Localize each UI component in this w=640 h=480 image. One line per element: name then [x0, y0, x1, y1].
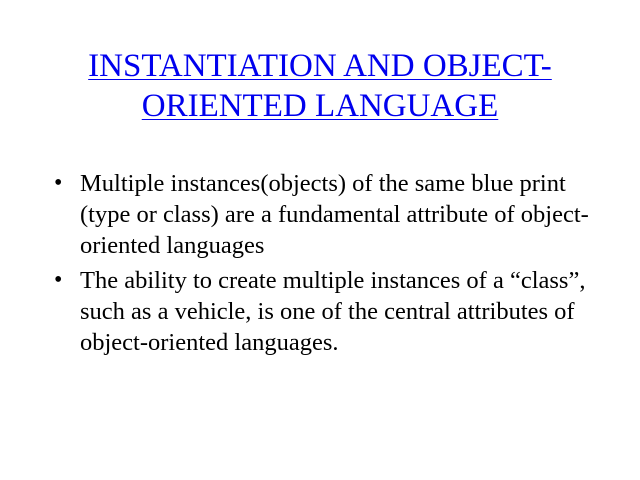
bullet-icon: •: [54, 267, 63, 293]
bullet-item: [52, 265, 592, 358]
slide-title-line-2: ORIENTED LANGUAGE: [141, 88, 499, 124]
slide-title: [40, 46, 600, 126]
slide-title-line-1: INSTANTIATION AND OBJECT-: [88, 48, 552, 84]
bullet-item: [52, 168, 592, 261]
bullet-icon: •: [54, 170, 63, 196]
bullet-text: The ability to create multiple instances of a “class”, such as a vehicle, is one of the central attributes of object-oriented languages.: [80, 267, 586, 356]
bullet-text: Multiple instances(objects) of the same blue print (type or class) are a fundamental attribute of object-oriented languages: [80, 170, 589, 259]
bullet-list: [52, 168, 592, 362]
